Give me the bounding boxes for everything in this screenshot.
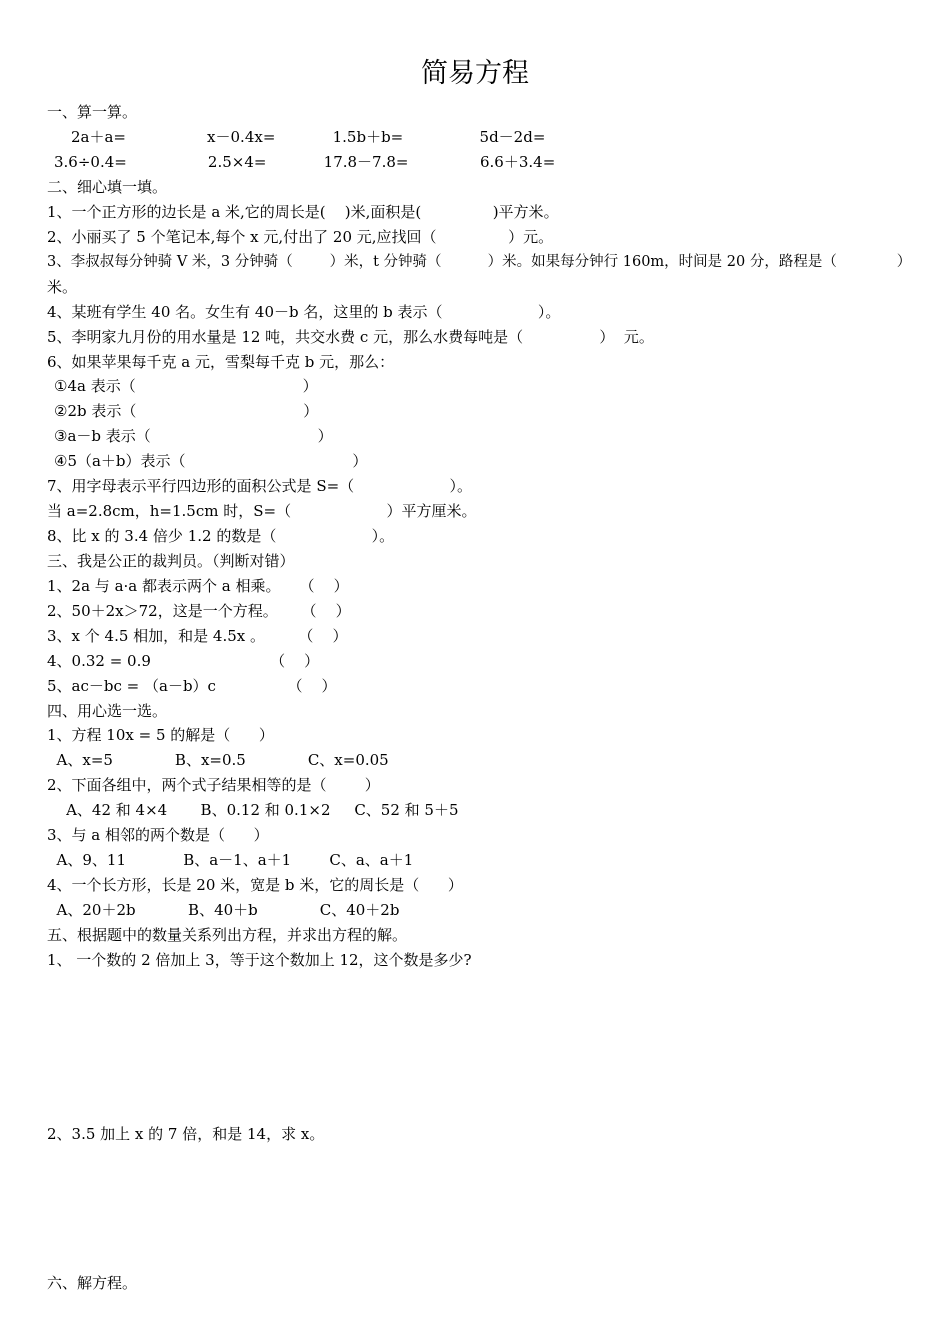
judge-question-1: 1、2a 与 a·a 都表示两个 a 相乘。 （ ） bbox=[47, 577, 349, 595]
judge-question-3: 3、x 个 4.5 相加，和是 4.5x 。 （ ） bbox=[47, 627, 348, 645]
choice-options-4: A、20＋2b B、40＋b C、40＋2b bbox=[47, 901, 400, 919]
fill-question-7-cont: 当 a=2.8cm，h=1.5cm 时，S=（ ）平方厘米。 bbox=[47, 502, 477, 520]
word-problem-1: 1、 一个数的 2 倍加上 3，等于这个数加上 12，这个数是多少? bbox=[47, 951, 472, 969]
choice-question-2: 2、下面各组中，两个式子结果相等的是（ ） bbox=[47, 776, 380, 794]
fill-question-5: 5、李明家九月份的用水量是 12 吨，共交水费 c 元，那么水费每吨是（ ） 元。 bbox=[47, 328, 654, 346]
fill-question-8: 8、比 x 的 3.4 倍少 1.2 的数是（ ）。 bbox=[47, 527, 395, 545]
fill-question-3-cont: 米。 bbox=[47, 278, 78, 296]
judge-question-2: 2、50＋2x＞72，这是一个方程。 （ ） bbox=[47, 602, 351, 620]
choice-question-3: 3、与 a 相邻的两个数是（ ） bbox=[47, 826, 269, 844]
section-1-heading: 一、算一算。 bbox=[47, 103, 138, 121]
section-4-heading: 四、用心选一选。 bbox=[47, 702, 168, 720]
judge-question-5: 5、ac－bc = （a－b）c （ ） bbox=[47, 677, 337, 695]
fill-question-6-a: ①4a 表示（ ） bbox=[54, 377, 318, 395]
calc-row-1: 2a＋a= x－0.4x= 1.5b＋b= 5d－2d= bbox=[71, 128, 546, 146]
calc-row-2: 3.6÷0.4= 2.5×4= 17.8－7.8= 6.6＋3.4= bbox=[54, 153, 556, 171]
fill-question-3: 3、李叔叔每分钟骑 V 米，3 分钟骑（ ）米，t 分钟骑（ ）米。如果每分钟行 160m，时间是 20 分，路程是（ ） bbox=[47, 254, 912, 270]
judge-question-4: 4、0.32 = 0.9 （ ） bbox=[47, 652, 320, 670]
fill-question-1: 1、一个正方形的边长是 a 米,它的周长是( )米,面积是( )平方米。 bbox=[47, 203, 559, 221]
section-2-heading: 二、细心填一填。 bbox=[47, 178, 168, 196]
choice-question-4: 4、一个长方形，长是 20 米，宽是 b 米，它的周长是（ ） bbox=[47, 876, 463, 894]
choice-options-2: A、42 和 4×4 B、0.12 和 0.1×2 C、52 和 5＋5 bbox=[47, 801, 459, 819]
fill-question-6: 6、如果苹果每千克 a 元，雪梨每千克 b 元，那么： bbox=[47, 353, 395, 371]
fill-question-6-d: ④5（a＋b）表示（ ） bbox=[54, 452, 368, 470]
section-6-heading: 六、解方程。 bbox=[47, 1274, 138, 1292]
choice-options-1: A、x=5 B、x=0.5 C、x=0.05 bbox=[47, 751, 389, 769]
section-5-heading: 五、根据题中的数量关系列出方程，并求出方程的解。 bbox=[47, 926, 408, 944]
fill-question-6-c: ③a－b 表示（ ） bbox=[54, 427, 333, 445]
word-problem-2: 2、3.5 加上 x 的 7 倍，和是 14，求 x。 bbox=[47, 1125, 325, 1143]
fill-question-2: 2、小丽买了 5 个笔记本,每个 x 元,付出了 20 元,应找回（ ）元。 bbox=[47, 228, 554, 246]
choice-options-3: A、9、11 B、a－1、a＋1 C、a、a＋1 bbox=[47, 851, 414, 869]
fill-question-4: 4、某班有学生 40 名。女生有 40－b 名，这里的 b 表示（ ）。 bbox=[47, 303, 561, 321]
fill-question-7: 7、用字母表示平行四边形的面积公式是 S=（ ）。 bbox=[47, 477, 473, 495]
choice-question-1: 1、方程 10x = 5 的解是（ ） bbox=[47, 726, 274, 744]
fill-question-6-b: ②2b 表示（ ） bbox=[54, 402, 319, 420]
page-title: 简易方程 bbox=[421, 58, 529, 89]
section-3-heading: 三、我是公正的裁判员。（判断对错） bbox=[47, 552, 295, 570]
